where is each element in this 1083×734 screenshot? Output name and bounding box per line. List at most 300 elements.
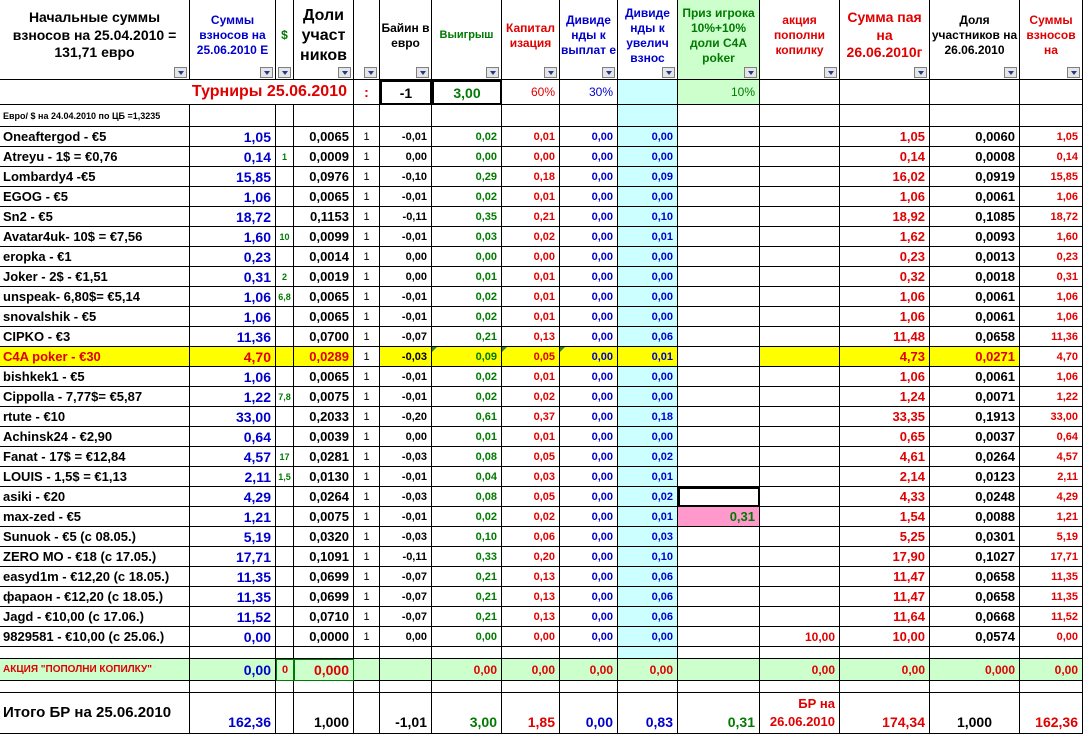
cell-divinc[interactable]: 0,01 (618, 507, 678, 527)
cell-usd[interactable] (276, 507, 294, 527)
cell-action[interactable]: БР на 26.06.2010 (760, 693, 840, 734)
cell-pot[interactable]: 1,06 (840, 287, 930, 307)
cell-pot[interactable] (840, 105, 930, 127)
cell-win[interactable]: 0,21 (432, 567, 502, 587)
cell-contrib[interactable]: 0,14 (190, 147, 276, 167)
cell-usd[interactable]: 0 (276, 659, 294, 681)
cell-action[interactable] (760, 647, 840, 659)
cell-divpay[interactable]: 0,00 (560, 387, 618, 407)
filter-dropdown-icon[interactable] (914, 67, 927, 78)
cell-num[interactable]: 1 (354, 467, 380, 487)
cell-divinc[interactable]: 0,10 (618, 207, 678, 227)
cell-contrib[interactable]: 11,52 (190, 607, 276, 627)
cell-divpay[interactable]: 0,00 (560, 627, 618, 647)
cell-win[interactable]: 0,02 (432, 507, 502, 527)
cell-name[interactable]: bishkek1 - €5 (0, 367, 190, 387)
cell-pot[interactable]: 1,06 (840, 367, 930, 387)
cell-num[interactable]: 1 (354, 207, 380, 227)
cell-capital[interactable]: 0,01 (502, 307, 560, 327)
cell-num[interactable]: 1 (354, 327, 380, 347)
cell-share2[interactable]: 1,000 (930, 693, 1020, 734)
cell-capital[interactable]: 0,01 (502, 287, 560, 307)
cell-share[interactable] (294, 105, 354, 127)
cell-prize[interactable] (678, 607, 760, 627)
cell-share[interactable]: 0,0130 (294, 467, 354, 487)
cell-prize[interactable] (678, 247, 760, 267)
cell-divpay[interactable]: 0,00 (560, 247, 618, 267)
cell-win[interactable]: 0,33 (432, 547, 502, 567)
cell-buyin[interactable]: 0,00 (380, 427, 432, 447)
cell-name[interactable]: easyd1m - €12,20 (с 18.05.) (0, 567, 190, 587)
filter-dropdown-icon[interactable] (662, 67, 675, 78)
cell-contrib2[interactable]: 0,23 (1020, 247, 1083, 267)
cell-contrib2[interactable]: 162,36 (1020, 693, 1083, 734)
cell-buyin[interactable]: -0,01 (380, 187, 432, 207)
cell-buyin[interactable]: -0,01 (380, 307, 432, 327)
cell-win[interactable]: 0,10 (432, 527, 502, 547)
cell-contrib2[interactable]: 5,19 (1020, 527, 1083, 547)
cell-share2[interactable]: 0,0061 (930, 287, 1020, 307)
cell-divinc[interactable] (618, 80, 678, 105)
cell-action[interactable] (760, 447, 840, 467)
cell-num[interactable]: 1 (354, 447, 380, 467)
cell-divpay[interactable]: 30% (560, 80, 618, 105)
cell-pot[interactable]: 33,35 (840, 407, 930, 427)
cell-buyin[interactable]: -0,10 (380, 167, 432, 187)
cell-pot[interactable]: 11,64 (840, 607, 930, 627)
cell-contrib[interactable]: 2,11 (190, 467, 276, 487)
cell-win[interactable] (432, 647, 502, 659)
cell-win[interactable]: 0,35 (432, 207, 502, 227)
cell-prize[interactable] (678, 147, 760, 167)
cell-usd[interactable] (276, 347, 294, 367)
cell-share2[interactable]: 0,0061 (930, 367, 1020, 387)
cell-pot[interactable] (840, 80, 930, 105)
cell-divpay[interactable] (560, 681, 618, 693)
cell-usd[interactable] (276, 627, 294, 647)
cell-share2[interactable] (930, 105, 1020, 127)
cell-contrib[interactable] (190, 647, 276, 659)
cell-name[interactable]: EGOG - €5 (0, 187, 190, 207)
cell-buyin[interactable] (380, 105, 432, 127)
cell-divinc[interactable]: 0,00 (618, 287, 678, 307)
cell-share2[interactable]: 0,1085 (930, 207, 1020, 227)
cell-name[interactable]: Avatar4uk- 10$ = €7,56 (0, 227, 190, 247)
cell-contrib2[interactable]: 4,57 (1020, 447, 1083, 467)
cell-buyin[interactable]: 0,00 (380, 147, 432, 167)
cell-prize[interactable] (678, 207, 760, 227)
cell-num[interactable]: 1 (354, 567, 380, 587)
cell-pot[interactable]: 10,00 (840, 627, 930, 647)
cell-divinc[interactable]: 0,00 (618, 367, 678, 387)
cell-contrib[interactable]: 5,19 (190, 527, 276, 547)
filter-dropdown-icon[interactable] (602, 67, 615, 78)
cell-num[interactable]: 1 (354, 627, 380, 647)
cell-usd[interactable]: 17 (276, 447, 294, 467)
cell-action[interactable] (760, 507, 840, 527)
cell-divinc[interactable]: 0,06 (618, 567, 678, 587)
cell-share2[interactable]: 0,0018 (930, 267, 1020, 287)
cell-buyin[interactable]: -0,01 (380, 127, 432, 147)
cell-win[interactable]: 0,02 (432, 387, 502, 407)
cell-name[interactable]: LOUIS - 1,5$ = €1,13 (0, 467, 190, 487)
cell-num[interactable]: 1 (354, 127, 380, 147)
cell-share2[interactable]: 0,0071 (930, 387, 1020, 407)
cell-contrib2[interactable]: 1,06 (1020, 187, 1083, 207)
cell-pot[interactable]: 11,47 (840, 567, 930, 587)
cell-win[interactable]: 0,29 (432, 167, 502, 187)
cell-name[interactable]: Cippolla - 7,77$= €5,87 (0, 387, 190, 407)
cell-num[interactable]: 1 (354, 187, 380, 207)
cell-pot[interactable]: 4,73 (840, 347, 930, 367)
cell-win[interactable]: 0,09 (432, 347, 502, 367)
cell-capital[interactable]: 0,13 (502, 567, 560, 587)
cell-share2[interactable] (930, 80, 1020, 105)
cell-share2[interactable]: 0,0037 (930, 427, 1020, 447)
cell-divinc[interactable]: 0,01 (618, 467, 678, 487)
cell-num[interactable]: 1 (354, 527, 380, 547)
cell-usd[interactable] (276, 327, 294, 347)
cell-usd[interactable] (276, 367, 294, 387)
cell-divpay[interactable]: 0,00 (560, 507, 618, 527)
cell-num[interactable] (354, 681, 380, 693)
cell-divpay[interactable]: 0,00 (560, 487, 618, 507)
cell-divinc[interactable] (618, 681, 678, 693)
cell-share[interactable]: 0,0699 (294, 587, 354, 607)
cell-prize[interactable] (678, 267, 760, 287)
cell-name[interactable]: ZERO MO - €18 (с 17.05.) (0, 547, 190, 567)
cell-contrib[interactable]: 18,72 (190, 207, 276, 227)
cell-divpay[interactable]: 0,00 (560, 527, 618, 547)
cell-share2[interactable]: 0,0574 (930, 627, 1020, 647)
cell-divpay[interactable]: 0,00 (560, 347, 618, 367)
cell-share2[interactable]: 0,0919 (930, 167, 1020, 187)
cell-action[interactable] (760, 607, 840, 627)
cell-name[interactable]: Итого БР на 25.06.2010 (0, 693, 190, 734)
cell-pot[interactable]: 1,54 (840, 507, 930, 527)
cell-share[interactable]: 0,0065 (294, 287, 354, 307)
cell-divinc[interactable]: 0,00 (618, 247, 678, 267)
cell-divinc[interactable]: 0,01 (618, 347, 678, 367)
cell-action[interactable] (760, 467, 840, 487)
cell-buyin[interactable]: -0,20 (380, 407, 432, 427)
cell-share2[interactable]: 0,0658 (930, 567, 1020, 587)
cell-usd[interactable] (276, 587, 294, 607)
cell-num[interactable]: 1 (354, 487, 380, 507)
cell-capital[interactable]: 0,21 (502, 207, 560, 227)
cell-pot[interactable]: 1,05 (840, 127, 930, 147)
filter-dropdown-icon[interactable] (278, 67, 291, 78)
cell-buyin[interactable]: -0,01 (380, 387, 432, 407)
cell-prize[interactable] (678, 105, 760, 127)
cell-prize[interactable] (678, 347, 760, 367)
cell-num[interactable]: 1 (354, 247, 380, 267)
cell-pot[interactable]: 1,62 (840, 227, 930, 247)
filter-dropdown-icon[interactable] (364, 67, 377, 78)
cell-prize[interactable] (678, 327, 760, 347)
cell-divinc[interactable] (618, 105, 678, 127)
cell-buyin[interactable]: -0,03 (380, 527, 432, 547)
cell-buyin[interactable]: -0,07 (380, 607, 432, 627)
cell-win[interactable]: 0,21 (432, 327, 502, 347)
cell-name[interactable]: eropka - €1 (0, 247, 190, 267)
cell-share[interactable]: 0,0075 (294, 387, 354, 407)
cell-divinc[interactable]: 0,02 (618, 447, 678, 467)
cell-capital[interactable]: 0,13 (502, 607, 560, 627)
cell-contrib2[interactable]: 1,06 (1020, 307, 1083, 327)
cell-prize[interactable] (678, 447, 760, 467)
cell-num[interactable]: 1 (354, 507, 380, 527)
cell-usd[interactable] (276, 427, 294, 447)
cell-action[interactable] (760, 147, 840, 167)
cell-contrib2[interactable]: 0,31 (1020, 267, 1083, 287)
cell-share2[interactable]: 0,0123 (930, 467, 1020, 487)
cell-win[interactable]: 0,00 (432, 627, 502, 647)
cell-share2[interactable]: 0,0658 (930, 587, 1020, 607)
cell-buyin[interactable]: -0,03 (380, 447, 432, 467)
cell-usd[interactable] (276, 207, 294, 227)
cell-prize[interactable] (678, 567, 760, 587)
filter-dropdown-icon[interactable] (338, 67, 351, 78)
cell-action[interactable] (760, 527, 840, 547)
cell-contrib[interactable]: 1,06 (190, 367, 276, 387)
cell-share[interactable]: 0,0710 (294, 607, 354, 627)
cell-usd[interactable] (276, 307, 294, 327)
cell-action[interactable] (760, 587, 840, 607)
cell-num[interactable]: 1 (354, 547, 380, 567)
cell-usd[interactable] (276, 681, 294, 693)
cell-share2[interactable]: 0,0060 (930, 127, 1020, 147)
cell-divpay[interactable]: 0,00 (560, 267, 618, 287)
cell-contrib[interactable]: 0,00 (190, 627, 276, 647)
cell-divpay[interactable]: 0,00 (560, 307, 618, 327)
cell-prize[interactable] (678, 127, 760, 147)
cell-num[interactable]: 1 (354, 167, 380, 187)
cell-capital[interactable]: 0,02 (502, 227, 560, 247)
cell-action[interactable] (760, 267, 840, 287)
cell-share2[interactable]: 0,0668 (930, 607, 1020, 627)
cell-capital[interactable]: 0,13 (502, 587, 560, 607)
cell-buyin[interactable]: -0,01 (380, 507, 432, 527)
cell-name[interactable]: Jagd - €10,00 (с 17.06.) (0, 607, 190, 627)
cell-name[interactable]: Atreyu - 1$ = €0,76 (0, 147, 190, 167)
cell-contrib[interactable]: 4,57 (190, 447, 276, 467)
cell-contrib[interactable]: 1,06 (190, 307, 276, 327)
cell-pot[interactable]: 1,06 (840, 187, 930, 207)
cell-buyin[interactable]: -0,07 (380, 327, 432, 347)
cell-usd[interactable] (276, 693, 294, 734)
cell-buyin[interactable] (380, 681, 432, 693)
cell-share2[interactable]: 0,0093 (930, 227, 1020, 247)
cell-buyin[interactable]: -0,01 (380, 467, 432, 487)
filter-dropdown-icon[interactable] (260, 67, 273, 78)
cell-divpay[interactable] (560, 105, 618, 127)
filter-dropdown-icon[interactable] (1004, 67, 1017, 78)
cell-share2[interactable]: 0,1913 (930, 407, 1020, 427)
cell-pot[interactable]: 4,61 (840, 447, 930, 467)
cell-divpay[interactable]: 0,00 (560, 327, 618, 347)
cell-buyin[interactable]: -0,03 (380, 487, 432, 507)
cell-name[interactable] (0, 681, 190, 693)
cell-divinc[interactable]: 0,00 (618, 387, 678, 407)
cell-divpay[interactable]: 0,00 (560, 207, 618, 227)
cell-buyin[interactable]: 0,00 (380, 247, 432, 267)
cell-divinc[interactable]: 0,10 (618, 547, 678, 567)
cell-prize[interactable]: 0,31 (678, 507, 760, 527)
cell-win[interactable]: 0,01 (432, 267, 502, 287)
cell-action[interactable] (760, 105, 840, 127)
cell-pot[interactable]: 174,34 (840, 693, 930, 734)
cell-win[interactable]: 0,02 (432, 367, 502, 387)
cell-capital[interactable]: 0,00 (502, 247, 560, 267)
cell-contrib[interactable]: 1,21 (190, 507, 276, 527)
cell-action[interactable] (760, 547, 840, 567)
cell-usd[interactable] (276, 187, 294, 207)
cell-pot[interactable] (840, 681, 930, 693)
filter-dropdown-icon[interactable] (174, 67, 187, 78)
cell-share[interactable]: 0,0075 (294, 507, 354, 527)
cell-num[interactable]: 1 (354, 387, 380, 407)
cell-win[interactable]: 0,61 (432, 407, 502, 427)
cell-capital[interactable] (502, 105, 560, 127)
cell-action[interactable] (760, 247, 840, 267)
cell-share[interactable]: 0,0699 (294, 567, 354, 587)
cell-buyin[interactable] (380, 647, 432, 659)
cell-action[interactable] (760, 567, 840, 587)
cell-share2[interactable] (930, 681, 1020, 693)
cell-divinc[interactable]: 0,00 (618, 267, 678, 287)
cell-prize[interactable] (678, 647, 760, 659)
cell-name[interactable]: Oneaftergod - €5 (0, 127, 190, 147)
cell-pot[interactable]: 0,65 (840, 427, 930, 447)
cell-prize[interactable] (678, 167, 760, 187)
cell-action[interactable] (760, 187, 840, 207)
cell-prize[interactable] (678, 527, 760, 547)
cell-prize[interactable] (678, 227, 760, 247)
cell-capital[interactable] (502, 681, 560, 693)
cell-name[interactable]: Achinsk24 - €2,90 (0, 427, 190, 447)
cell-contrib[interactable]: 1,05 (190, 127, 276, 147)
filter-dropdown-icon[interactable] (416, 67, 429, 78)
cell-share[interactable]: 0,0281 (294, 447, 354, 467)
cell-share2[interactable]: 0,000 (930, 659, 1020, 681)
cell-share[interactable]: 0,0019 (294, 267, 354, 287)
cell-pot[interactable]: 4,33 (840, 487, 930, 507)
cell-num[interactable]: 1 (354, 147, 380, 167)
cell-share[interactable] (294, 681, 354, 693)
cell-contrib2[interactable] (1020, 105, 1083, 127)
cell-divinc[interactable]: 0,83 (618, 693, 678, 734)
cell-win[interactable]: 0,02 (432, 187, 502, 207)
cell-num[interactable] (354, 105, 380, 127)
cell-share[interactable]: 0,0065 (294, 367, 354, 387)
cell-action[interactable]: 10,00 (760, 627, 840, 647)
cell-num[interactable]: 1 (354, 407, 380, 427)
cell-action[interactable] (760, 227, 840, 247)
cell-divinc[interactable]: 0,00 (618, 127, 678, 147)
cell-action[interactable] (760, 307, 840, 327)
cell-pot[interactable]: 5,25 (840, 527, 930, 547)
cell-buyin[interactable]: -1,01 (380, 693, 432, 734)
cell-num[interactable]: 1 (354, 227, 380, 247)
cell-prize[interactable] (678, 587, 760, 607)
cell-buyin[interactable]: -0,07 (380, 567, 432, 587)
cell-win[interactable]: 0,04 (432, 467, 502, 487)
cell-win[interactable]: 0,21 (432, 607, 502, 627)
cell-buyin[interactable]: -0,11 (380, 207, 432, 227)
cell-name[interactable]: Sn2 - €5 (0, 207, 190, 227)
cell-win[interactable]: 0,01 (432, 427, 502, 447)
cell-share2[interactable]: 0,0088 (930, 507, 1020, 527)
cell-divpay[interactable]: 0,00 (560, 427, 618, 447)
cell-num[interactable]: 1 (354, 267, 380, 287)
cell-share[interactable]: 0,0320 (294, 527, 354, 547)
cell-name[interactable]: snovalshik - €5 (0, 307, 190, 327)
cell-name[interactable]: Lombardy4 -€5 (0, 167, 190, 187)
cell-contrib2[interactable]: 1,06 (1020, 287, 1083, 307)
cell-divpay[interactable]: 0,00 (560, 467, 618, 487)
cell-contrib[interactable]: 1,22 (190, 387, 276, 407)
cell-share[interactable]: 0,0099 (294, 227, 354, 247)
cell-capital[interactable]: 0,01 (502, 427, 560, 447)
cell-share[interactable]: 0,0289 (294, 347, 354, 367)
cell-num[interactable]: 1 (354, 367, 380, 387)
cell-usd[interactable] (276, 487, 294, 507)
cell-prize[interactable] (678, 659, 760, 681)
cell-num[interactable]: 1 (354, 427, 380, 447)
cell-num[interactable] (354, 647, 380, 659)
cell-divinc[interactable] (618, 647, 678, 659)
cell-share2[interactable] (930, 647, 1020, 659)
cell-divinc[interactable]: 0,06 (618, 607, 678, 627)
cell-divinc[interactable]: 0,02 (618, 487, 678, 507)
cell-win[interactable]: 0,00 (432, 659, 502, 681)
cell-divpay[interactable]: 0,00 (560, 607, 618, 627)
cell-share2[interactable]: 0,0658 (930, 327, 1020, 347)
cell-num[interactable]: 1 (354, 307, 380, 327)
cell-divinc[interactable]: 0,03 (618, 527, 678, 547)
cell-share[interactable]: 0,000 (294, 659, 354, 681)
cell-buyin[interactable]: 0,00 (380, 627, 432, 647)
cell-contrib2[interactable]: 4,70 (1020, 347, 1083, 367)
cell-win[interactable]: 0,02 (432, 307, 502, 327)
cell-capital[interactable]: 0,01 (502, 267, 560, 287)
cell-divpay[interactable]: 0,00 (560, 567, 618, 587)
cell-divpay[interactable] (560, 647, 618, 659)
cell-contrib2[interactable]: 1,05 (1020, 127, 1083, 147)
tournament-title[interactable]: Турниры 25.06.2010 (0, 80, 354, 105)
cell-action[interactable] (760, 487, 840, 507)
cell-num[interactable]: 1 (354, 587, 380, 607)
cell-prize[interactable] (678, 367, 760, 387)
cell-win[interactable]: 0,08 (432, 447, 502, 467)
cell-share[interactable]: 0,0065 (294, 127, 354, 147)
cell-contrib[interactable]: 0,23 (190, 247, 276, 267)
cell-share[interactable]: 0,0065 (294, 187, 354, 207)
cell-pot[interactable]: 0,00 (840, 659, 930, 681)
cell-divpay[interactable]: 0,00 (560, 187, 618, 207)
cell-share[interactable]: 1,000 (294, 693, 354, 734)
filter-dropdown-icon[interactable] (824, 67, 837, 78)
cell-divpay[interactable]: 0,00 (560, 147, 618, 167)
cell-divpay[interactable]: 0,00 (560, 407, 618, 427)
cell-divinc[interactable]: 0,00 (618, 187, 678, 207)
cell-contrib[interactable]: 4,70 (190, 347, 276, 367)
cell-usd[interactable]: 1 (276, 147, 294, 167)
filter-dropdown-icon[interactable] (744, 67, 757, 78)
cell-usd[interactable] (276, 547, 294, 567)
cell-capital[interactable]: 0,05 (502, 487, 560, 507)
